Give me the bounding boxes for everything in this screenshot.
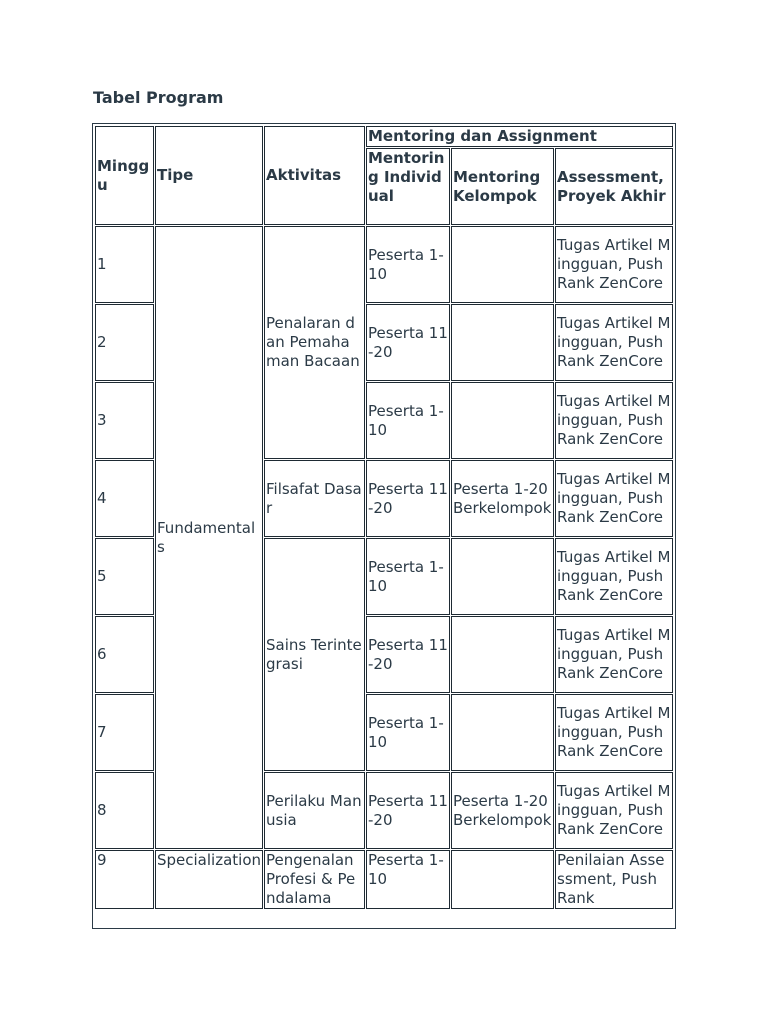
assessment-cell: Tugas Artikel Mingguan, Push Rank ZenCore bbox=[555, 460, 673, 537]
assessment-cell: Tugas Artikel Mingguan, Push Rank ZenCore bbox=[555, 226, 673, 303]
kelompok-cell: Peserta 1-20 Berkelompok bbox=[451, 460, 554, 537]
aktivitas-cell-sains: Sains Terintegrasi bbox=[264, 538, 365, 771]
individual-cell: Peserta 1-10 bbox=[366, 226, 450, 303]
assessment-cell: Tugas Artikel Mingguan, Push Rank ZenCore bbox=[555, 694, 673, 771]
individual-cell: Peserta 1-10 bbox=[366, 382, 450, 459]
header-mentoring-assignment: Mentoring dan Assignment bbox=[366, 126, 673, 147]
minggu-cell: 2 bbox=[95, 304, 154, 381]
minggu-cell: 4 bbox=[95, 460, 154, 537]
minggu-cell: 3 bbox=[95, 382, 154, 459]
individual-cell: Peserta 1-10 bbox=[366, 538, 450, 615]
kelompok-cell: Peserta 1-20 Berkelompok bbox=[451, 772, 554, 849]
kelompok-cell bbox=[451, 382, 554, 459]
kelompok-cell bbox=[451, 538, 554, 615]
minggu-cell: 8 bbox=[95, 772, 154, 849]
aktivitas-cell-filsafat: Filsafat Dasar bbox=[264, 460, 365, 537]
kelompok-cell bbox=[451, 304, 554, 381]
minggu-cell: 7 bbox=[95, 694, 154, 771]
header-minggu: Minggu bbox=[95, 126, 154, 225]
kelompok-cell bbox=[451, 616, 554, 693]
minggu-cell: 1 bbox=[95, 226, 154, 303]
kelompok-cell bbox=[451, 850, 554, 909]
assessment-cell: Tugas Artikel Mingguan, Push Rank ZenCore bbox=[555, 772, 673, 849]
table-row bbox=[95, 850, 673, 909]
header-mentoring-kelompok: Mentoring Kelompok bbox=[451, 148, 554, 225]
table-title: Tabel Program bbox=[93, 88, 224, 107]
kelompok-cell bbox=[451, 226, 554, 303]
kelompok-cell bbox=[451, 694, 554, 771]
header-assessment: Assessment, Proyek Akhir bbox=[555, 148, 673, 225]
program-table bbox=[94, 125, 674, 910]
header-aktivitas: Aktivitas bbox=[264, 126, 365, 225]
individual-cell: Peserta 11-20 bbox=[366, 616, 450, 693]
minggu-cell: 6 bbox=[95, 616, 154, 693]
assessment-cell: Tugas Artikel Mingguan, Push Rank ZenCore bbox=[555, 382, 673, 459]
assessment-cell: Tugas Artikel Mingguan, Push Rank ZenCore bbox=[555, 304, 673, 381]
assessment-cell: Tugas Artikel Mingguan, Push Rank ZenCore bbox=[555, 538, 673, 615]
individual-cell: Peserta 1-10 bbox=[366, 850, 450, 909]
header-tipe: Tipe bbox=[155, 126, 263, 225]
assessment-cell: Penilaian Assessment, Push Rank bbox=[555, 850, 673, 909]
individual-cell: Peserta 1-10 bbox=[366, 694, 450, 771]
header-mentoring-individual: Mentoring Individual bbox=[366, 148, 450, 225]
aktivitas-cell-perilaku: Perilaku Manusia bbox=[264, 772, 365, 849]
tipe-cell-fundamentals: Fundamentals bbox=[155, 226, 263, 849]
aktivitas-cell-pengenalan: Pengenalan Profesi & Pendalama bbox=[264, 850, 365, 909]
minggu-cell: 5 bbox=[95, 538, 154, 615]
minggu-cell: 9 bbox=[95, 850, 154, 909]
tipe-cell-specialization: Specialization bbox=[155, 850, 263, 909]
aktivitas-cell-penalaran: Penalaran dan Pemahaman Bacaan bbox=[264, 226, 365, 459]
table-row bbox=[95, 226, 673, 303]
individual-cell: Peserta 11-20 bbox=[366, 304, 450, 381]
individual-cell: Peserta 11-20 bbox=[366, 460, 450, 537]
individual-cell: Peserta 11-20 bbox=[366, 772, 450, 849]
assessment-cell: Tugas Artikel Mingguan, Push Rank ZenCore bbox=[555, 616, 673, 693]
